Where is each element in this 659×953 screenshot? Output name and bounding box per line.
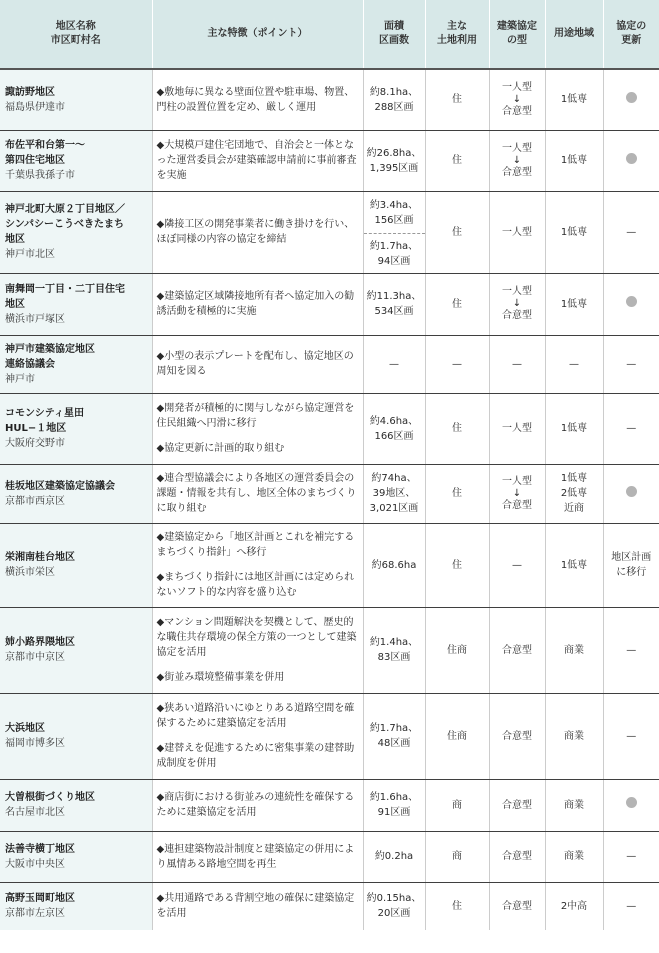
header-agreement-type: 建築協定 の型 <box>489 0 545 69</box>
feature-point: ◆商店街における街並みの連続性を確保するために建築協定を活用 <box>156 792 355 818</box>
zoning-cell: 1低専 <box>545 273 603 335</box>
table-row <box>0 69 659 130</box>
feature-point: ◆狭あい道路沿いにゆとりある道路空間を確保するために建築協定を活用 <box>156 703 355 729</box>
district-name: 神戸北町大原２丁目地区／ シンパシーこうべきたまち 地区 <box>5 204 125 245</box>
arrow-down-icon: ↓ <box>512 298 522 309</box>
district-name: 高野玉岡町地区 <box>5 893 75 905</box>
area-cell: 約0.15ha、 20区画 <box>363 882 425 930</box>
district-name-cell <box>0 693 152 779</box>
table-row <box>0 335 659 393</box>
area-cell: 約68.6ha <box>363 523 425 607</box>
area-cell: 約1.7ha、 48区画 <box>363 693 425 779</box>
agreement-type-cell: 合意型 <box>489 693 545 779</box>
renewal-dot-icon <box>626 92 637 103</box>
municipality: 大阪府交野市 <box>5 438 65 449</box>
district-name: 大曽根街づくり地区 <box>5 792 95 803</box>
agreement-type-cell: 一人型 <box>489 393 545 464</box>
table-row <box>0 393 659 464</box>
municipality: 京都市左京区 <box>5 908 65 920</box>
table-row <box>0 130 659 191</box>
arrow-down-icon: ↓ <box>512 93 522 105</box>
table-row <box>0 273 659 335</box>
features-cell <box>152 69 363 130</box>
zoning-cell: 商業 <box>545 607 603 693</box>
land-use-cell: 住 <box>425 523 489 607</box>
area-cell: 約1.4ha、 83区画 <box>363 607 425 693</box>
renewal-cell: — <box>603 607 659 693</box>
features-cell <box>152 831 363 882</box>
arrow-down-icon: ↓ <box>512 487 522 499</box>
district-name-cell <box>0 779 152 831</box>
zoning-cell: 商業 <box>545 693 603 779</box>
agreement-type-cell: 一人型 ↓ 合意型 <box>489 130 545 191</box>
renewal-cell <box>603 464 659 523</box>
land-use-cell: 住 <box>425 273 489 335</box>
area-cell: 約26.8ha、 1,395区画 <box>363 130 425 191</box>
features-cell <box>152 273 363 335</box>
header-name: 地区名称 市区町村名 <box>0 0 152 69</box>
area-sub-a: 約3.4ha、 156区画 <box>369 199 419 226</box>
land-use-cell: 商 <box>425 779 489 831</box>
features-cell <box>152 882 363 930</box>
features-cell <box>152 191 363 273</box>
renewal-cell: — <box>603 882 659 930</box>
header-area: 面積 区画数 <box>363 0 425 69</box>
area-cell: 約1.6ha、 91区画 <box>363 779 425 831</box>
area-cell: 約0.2ha <box>363 831 425 882</box>
district-name: 栄湘南桂台地区 <box>5 552 75 563</box>
feature-point: ◆連合型協議会により各地区の運営委員会の課題・情報を共有し、地区全体のまちづくりに取り組む <box>156 473 357 514</box>
renewal-dot-icon <box>626 153 637 164</box>
feature-point: ◆共用通路である背割空地の確保に建築協定を活用 <box>156 893 355 920</box>
district-name: 布佐平和台第一～ 第四住宅地区 <box>5 140 85 166</box>
area-cell: 約11.3ha、 534区画 <box>363 273 425 335</box>
header-land-use: 主な 土地利用 <box>425 0 489 69</box>
district-name-cell <box>0 191 152 273</box>
district-name: 諏訪野地区 <box>5 86 55 98</box>
table-row <box>0 831 659 882</box>
table-row <box>0 607 659 693</box>
district-name-cell <box>0 69 152 130</box>
agreement-type-cell: 一人型 ↓ 合意型 <box>489 69 545 130</box>
district-name-cell <box>0 882 152 930</box>
agreement-type-cell: — <box>489 335 545 393</box>
district-name-cell <box>0 607 152 693</box>
renewal-cell: — <box>603 693 659 779</box>
feature-point: ◆まちづくり指針には地区計画には定められないソフト的な内容を盛り込む <box>156 572 355 598</box>
zoning-cell: 商業 <box>545 831 603 882</box>
feature-point: ◆開発者が積極的に関与しながら協定運営を住民組織へ円滑に移行 <box>156 403 355 429</box>
feature-point: ◆建替えを促進するために密集事業の建替助成制度を併用 <box>156 743 355 769</box>
district-name-cell <box>0 130 152 191</box>
zoning-cell: 1低専 <box>545 69 603 130</box>
agreement-type-cell: 一人型 <box>489 191 545 273</box>
land-use-cell: 住 <box>425 882 489 930</box>
feature-point: ◆小型の表示プレートを配布し、協定地区の周知を図る <box>156 351 354 377</box>
feature-point: ◆協定更新に計画的取り組む <box>156 443 285 454</box>
municipality: 神戸市 <box>5 373 35 385</box>
land-use-cell: 住 <box>425 69 489 130</box>
renewal-cell: — <box>603 831 659 882</box>
area-cell: 約8.1ha、 288区画 <box>363 69 425 130</box>
zoning-cell: 1低専 <box>545 523 603 607</box>
feature-point: ◆建築協定から「地区計画とこれを補完するまちづくり指針」へ移行 <box>156 532 355 558</box>
district-name: 姉小路界隈地区 <box>5 637 75 648</box>
district-name: 桂坂地区建築協定協議会 <box>5 480 115 492</box>
feature-point: ◆隣接工区の開発事業者に働き掛けを行い、ほぼ同様の内容の協定を締結 <box>156 219 355 245</box>
zoning-cell: 商業 <box>545 779 603 831</box>
table-row <box>0 693 659 779</box>
renewal-cell <box>603 69 659 130</box>
renewal-dot-icon <box>626 296 637 307</box>
district-name: 法善寺横丁地区 <box>5 843 75 855</box>
municipality: 福島県伊達市 <box>5 101 65 113</box>
agreement-type-cell: 合意型 <box>489 831 545 882</box>
land-use-cell: 住 <box>425 191 489 273</box>
features-cell <box>152 693 363 779</box>
table-row <box>0 779 659 831</box>
area-cell: 約74ha、 39地区、 3,021区画 <box>363 464 425 523</box>
zoning-cell: 2中高 <box>545 882 603 930</box>
zoning-cell: 1低専 2低専 近商 <box>545 464 603 523</box>
feature-point: ◆マンション問題解決を契機として、歴史的な職住共存環境の保全方策の一つとして建築協定を活用 <box>156 617 357 658</box>
agreement-type-cell: 合意型 <box>489 882 545 930</box>
header-renewal: 協定の 更新 <box>603 0 659 69</box>
feature-point: ◆敷地毎に異なる壁面位置や駐車場、物置、門柱の設置位置を定め、厳しく運用 <box>156 86 355 113</box>
land-use-cell: 住 <box>425 130 489 191</box>
municipality: 京都市中京区 <box>5 652 65 663</box>
feature-point: ◆連担建築物設計制度と建築協定の併用により風情ある路地空間を再生 <box>156 843 355 870</box>
district-name: コモンシティ星田 HUL−１地区 <box>5 408 84 434</box>
municipality: 京都市西京区 <box>5 495 65 507</box>
district-name-cell <box>0 273 152 335</box>
municipality: 名古屋市北区 <box>5 807 65 818</box>
district-name-cell <box>0 831 152 882</box>
table-row <box>0 523 659 607</box>
land-use-cell: — <box>425 335 489 393</box>
area-cell: — <box>363 335 425 393</box>
renewal-cell: 地区計画 に移行 <box>603 523 659 607</box>
header-zoning: 用途地域 <box>545 0 603 69</box>
renewal-cell <box>603 273 659 335</box>
district-name-cell <box>0 523 152 607</box>
zoning-cell: 1低専 <box>545 393 603 464</box>
district-name: 大浜地区 <box>5 723 45 734</box>
zoning-cell: 1低専 <box>545 130 603 191</box>
district-name-cell <box>0 393 152 464</box>
municipality: 横浜市栄区 <box>5 567 55 578</box>
table-row <box>0 191 659 273</box>
features-cell <box>152 523 363 607</box>
renewal-dot-icon <box>626 486 637 497</box>
feature-point: ◆大規模戸建住宅団地で、自治会と一体となった運営委員会が建築確認申請前に事前審査を実施 <box>156 140 357 181</box>
agreement-type-cell: 合意型 <box>489 779 545 831</box>
table-row <box>0 882 659 930</box>
municipality: 千葉県我孫子市 <box>5 170 75 181</box>
district-name: 神戸市建築協定地区 連絡協議会 <box>5 343 95 370</box>
features-cell <box>152 607 363 693</box>
header-row <box>0 0 659 69</box>
municipality: 神戸市北区 <box>5 249 55 260</box>
district-name-cell <box>0 464 152 523</box>
zoning-cell: — <box>545 335 603 393</box>
features-cell <box>152 393 363 464</box>
municipality: 大阪市中央区 <box>5 858 65 870</box>
land-use-cell: 住商 <box>425 607 489 693</box>
land-use-cell: 住 <box>425 464 489 523</box>
arrow-down-icon: ↓ <box>512 154 522 166</box>
zoning-cell: 1低専 <box>545 191 603 273</box>
features-cell <box>152 335 363 393</box>
agreement-type-cell: 合意型 <box>489 607 545 693</box>
renewal-cell <box>603 779 659 831</box>
area-cell <box>363 191 425 273</box>
features-cell <box>152 130 363 191</box>
district-name: 南舞岡一丁目・二丁目住宅 地区 <box>5 283 125 310</box>
land-use-cell: 住 <box>425 393 489 464</box>
agreement-type-cell: — <box>489 523 545 607</box>
district-name-cell <box>0 335 152 393</box>
feature-point: ◆建築協定区域隣接地所有者へ協定加入の勧誘活動を積極的に実施 <box>156 291 355 317</box>
land-use-cell: 商 <box>425 831 489 882</box>
agreement-type-cell: 一人型 ↓ 合意型 <box>489 464 545 523</box>
table-row <box>0 464 659 523</box>
renewal-cell: — <box>603 393 659 464</box>
area-sub-b: 約1.7ha、 94区画 <box>369 240 419 267</box>
features-cell <box>152 779 363 831</box>
municipality: 福岡市博多区 <box>5 738 65 749</box>
municipality: 横浜市戸塚区 <box>5 313 65 325</box>
renewal-cell <box>603 130 659 191</box>
renewal-cell: — <box>603 191 659 273</box>
header-features: 主な特徴（ポイント） <box>152 0 363 69</box>
area-cell: 約4.6ha、 166区画 <box>363 393 425 464</box>
land-use-cell: 住商 <box>425 693 489 779</box>
agreement-type-cell: 一人型 ↓ 合意型 <box>489 273 545 335</box>
features-cell <box>152 464 363 523</box>
renewal-dot-icon <box>626 797 637 808</box>
renewal-cell: — <box>603 335 659 393</box>
feature-point: ◆街並み環境整備事業を併用 <box>156 672 285 683</box>
